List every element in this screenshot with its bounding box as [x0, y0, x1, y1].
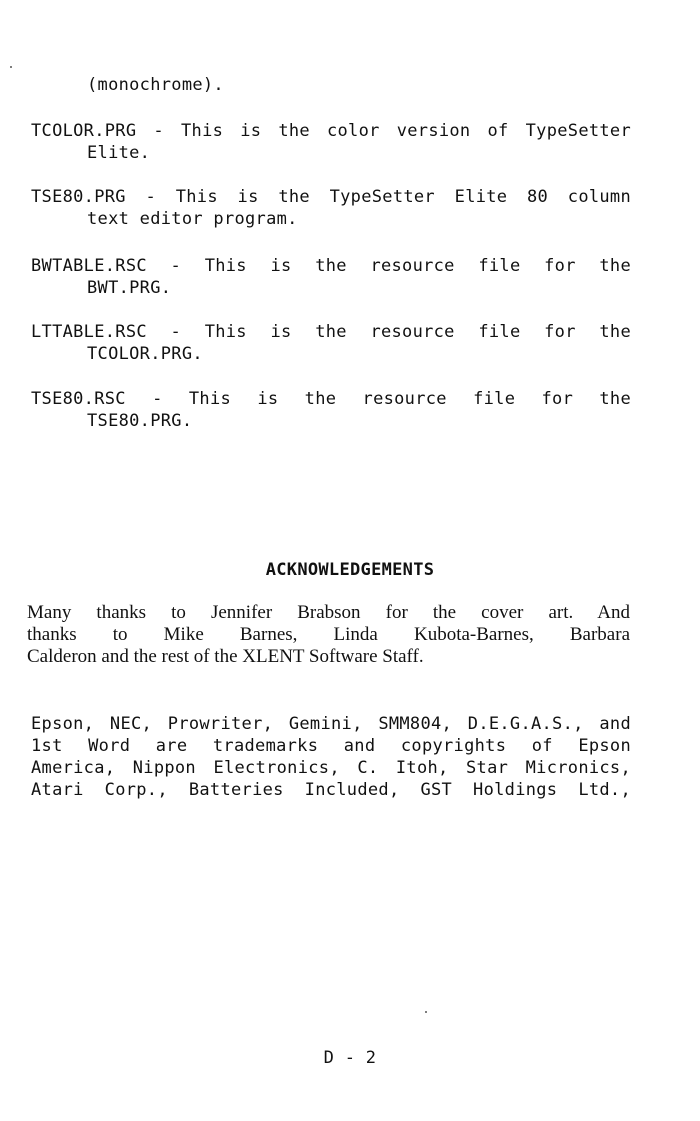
- file-entry-tse80-rsc-cont: TSE80.PRG.: [87, 411, 193, 431]
- acknowledgements-line-1: Many thanks to Jennifer Brabson for the cover art. And: [27, 602, 630, 623]
- page-number: D - 2: [323, 1048, 377, 1068]
- continuation-line: (monochrome).: [87, 75, 224, 95]
- file-entry-lttable: LTTABLE.RSC - This is the resource file for the: [31, 322, 631, 342]
- acknowledgements-heading: ACKNOWLEDGEMENTS: [265, 560, 435, 580]
- scan-speck: [425, 1011, 427, 1013]
- trademarks-line-1: Epson, NEC, Prowriter, Gemini, SMM804, D.E.G.A.S., and: [31, 714, 631, 734]
- file-entry-tcolor-cont: Elite.: [87, 143, 151, 163]
- file-entry-tse80-prg: TSE80.PRG - This is the TypeSetter Elite 80 column: [31, 187, 631, 207]
- file-entry-lttable-cont: TCOLOR.PRG.: [87, 344, 203, 364]
- file-entry-tse80-rsc: TSE80.RSC - This is the resource file for the: [31, 389, 631, 409]
- trademarks-line-4: Atari Corp., Batteries Included, GST Holdings Ltd.,: [31, 780, 631, 800]
- file-entry-bwtable: BWTABLE.RSC - This is the resource file for the: [31, 256, 631, 276]
- acknowledgements-line-3: Calderon and the rest of the XLENT Software Staff.: [27, 646, 424, 667]
- trademarks-line-3: America, Nippon Electronics, C. Itoh, Star Micronics,: [31, 758, 631, 778]
- trademarks-line-2: 1st Word are trademarks and copyrights of Epson: [31, 736, 631, 756]
- file-entry-tcolor: TCOLOR.PRG - This is the color version of TypeSetter: [31, 121, 631, 141]
- file-entry-bwtable-cont: BWT.PRG.: [87, 278, 172, 298]
- scan-speck: [10, 66, 12, 68]
- file-entry-tse80-prg-cont: text editor program.: [87, 209, 298, 229]
- acknowledgements-line-2: thanks to Mike Barnes, Linda Kubota-Barnes, Barbara: [27, 624, 630, 645]
